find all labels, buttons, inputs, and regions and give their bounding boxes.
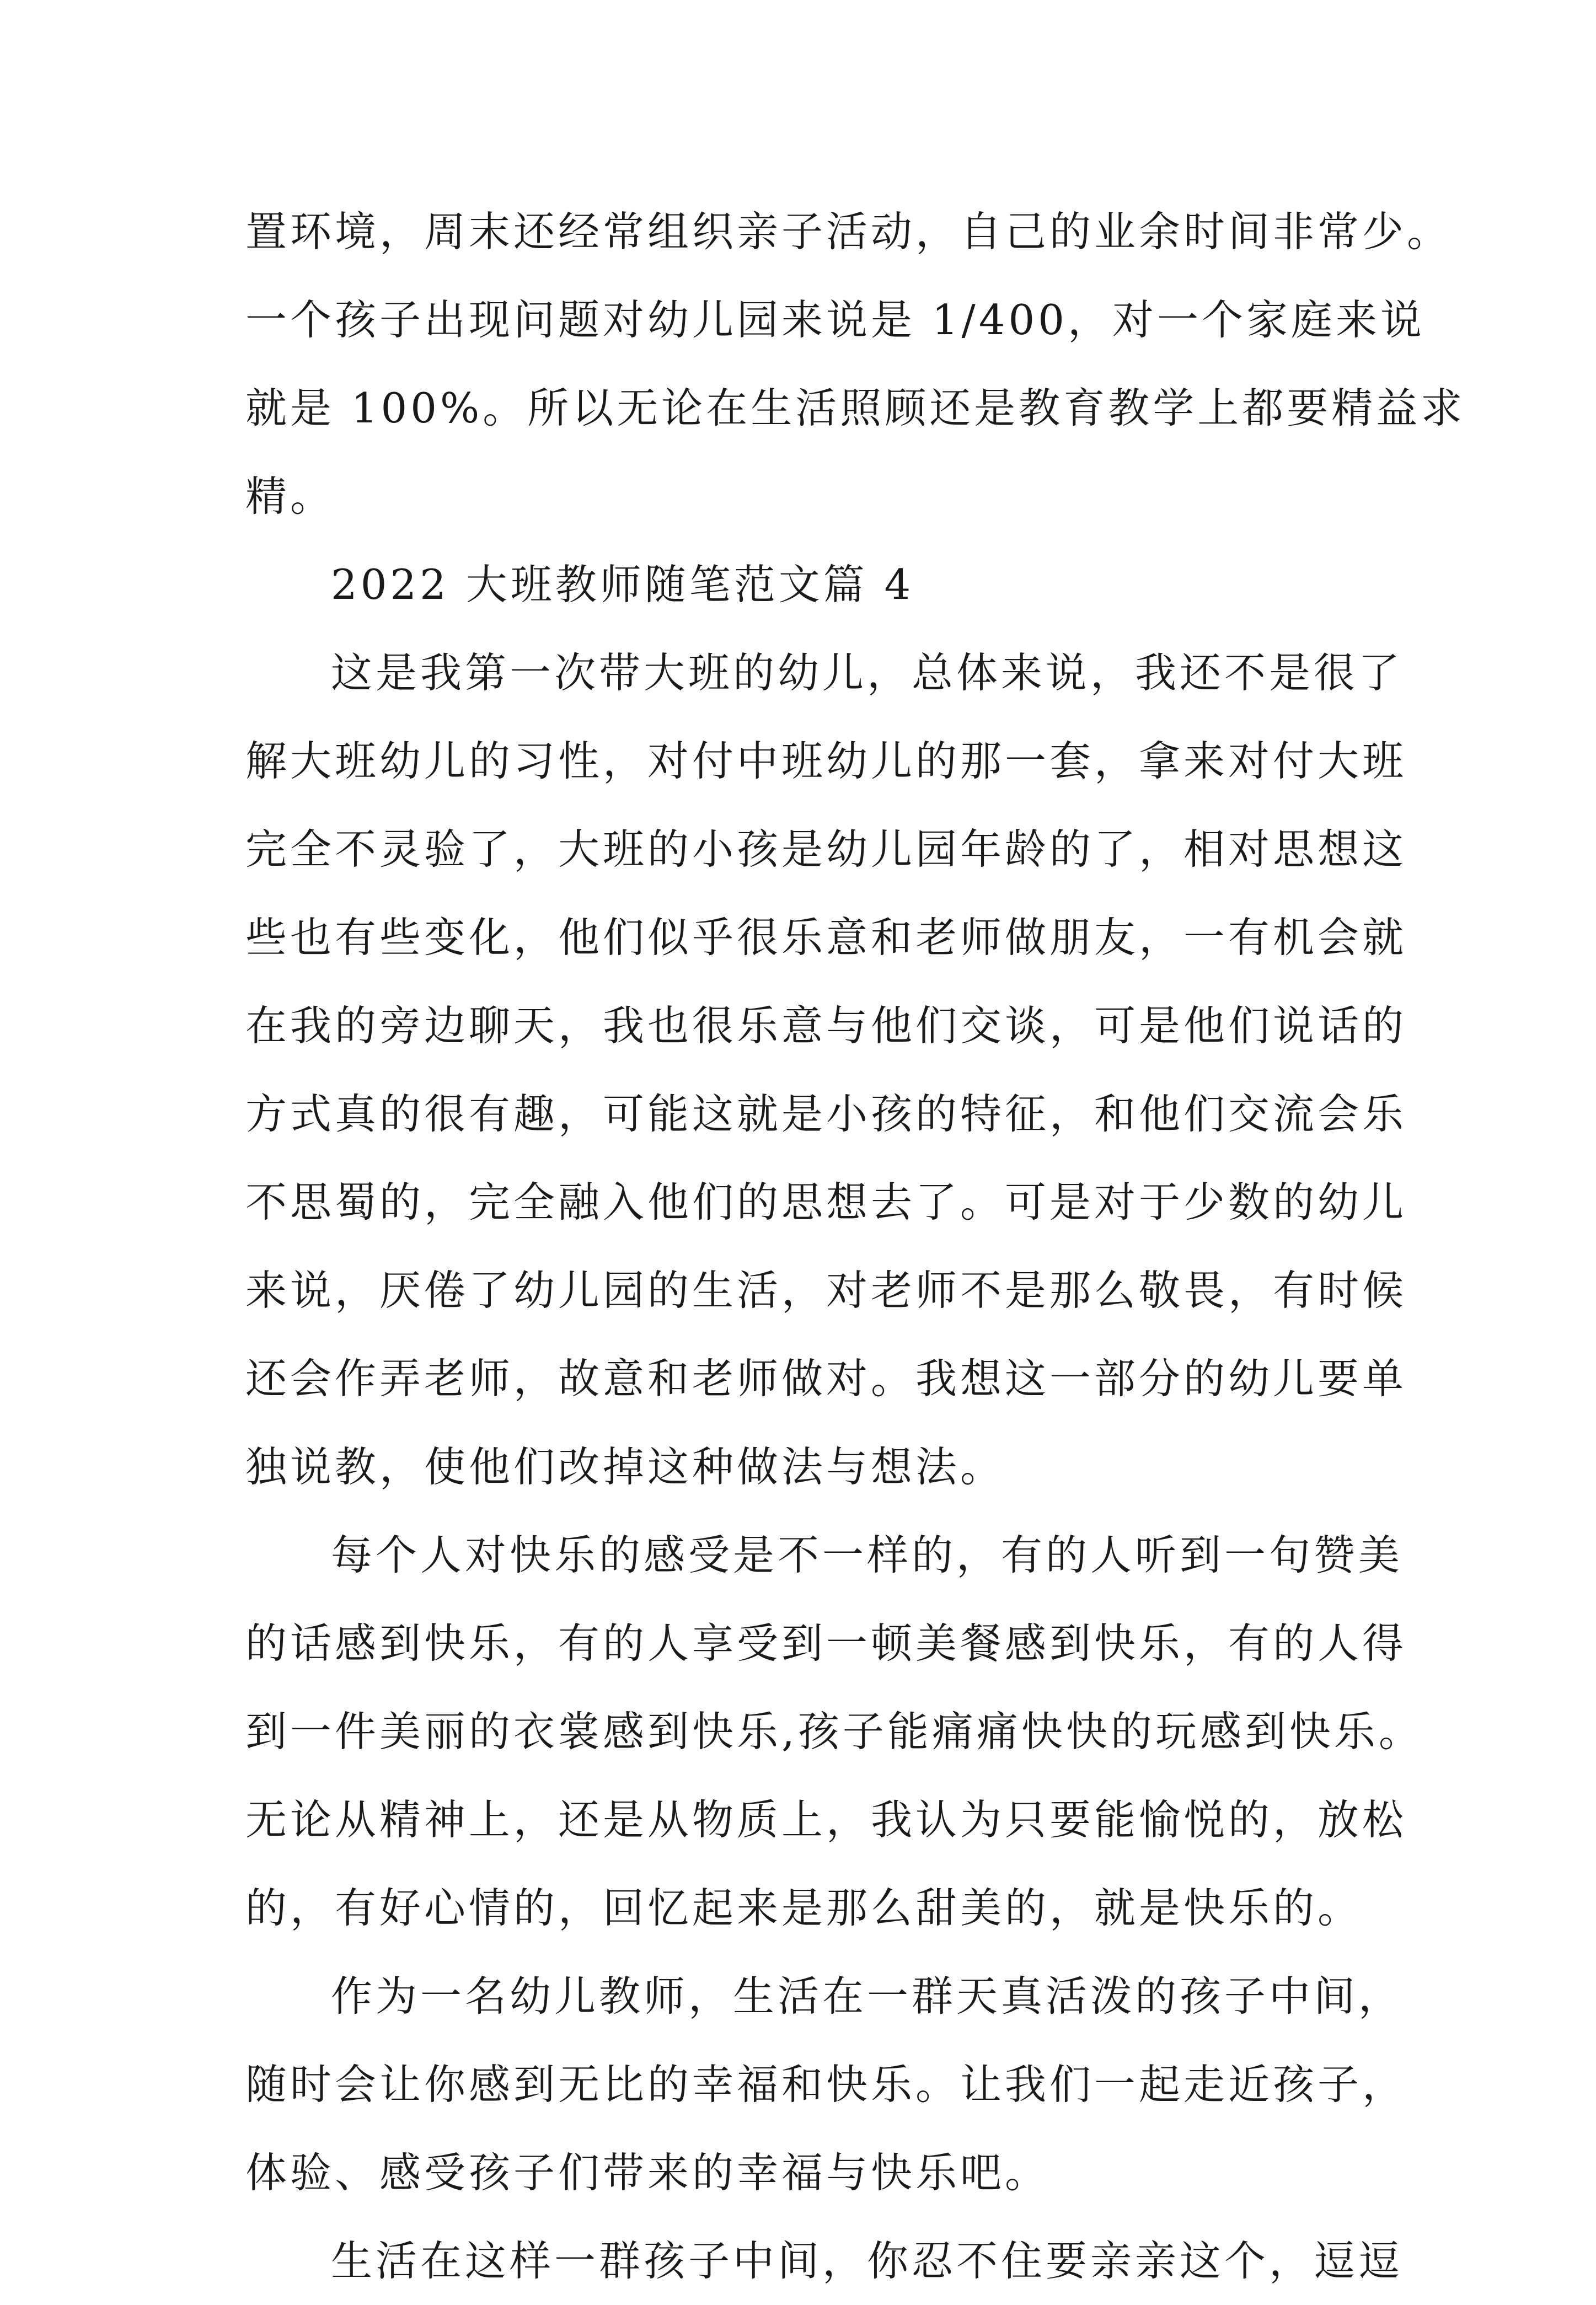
text-line: 到一件美丽的衣裳感到快乐,孩子能痛痛快快的玩感到快乐。 (245, 1707, 1423, 1756)
text-line: 解大班幼儿的习性，对付中班幼儿的那一套，拿来对付大班 (245, 737, 1407, 785)
text-line: 一个孩子出现问题对幼儿园来说是 1/400，对一个家庭来说 (245, 296, 1425, 344)
text-line: 随时会让你感到无比的幸福和快乐。让我们一起走近孩子， (245, 2060, 1407, 2109)
paragraph-start-line: 作为一名幼儿教师，生活在一群天真活泼的孩子中间， (331, 1972, 1404, 2020)
text-line: 不思蜀的，完全融入他们的思想去了。可是对于少数的幼儿 (245, 1178, 1407, 1226)
paragraph-start-line: 这是我第一次带大班的幼儿，总体来说，我还不是很了 (331, 648, 1404, 697)
text-line: 体验、感受孩子们带来的幸福与快乐吧。 (245, 2148, 1050, 2197)
paragraph-start-line: 生活在这样一群孩子中间，你忍不住要亲亲这个，逗逗 (331, 2237, 1404, 2285)
text-line: 就是 100%。所以无论在生活照顾还是教育教学上都要精益求 (245, 384, 1466, 432)
text-line: 置环境，周末还经常组织亲子活动，自己的业余时间非常少。 (245, 207, 1452, 256)
text-line: 完全不灵验了，大班的小孩是幼儿园年龄的了，相对思想这 (245, 825, 1407, 873)
document-body (245, 187, 1466, 2305)
text-line: 还会作弄老师，故意和老师做对。我想这一部分的幼儿要单 (245, 1354, 1407, 1403)
text-line: 方式真的很有趣，可能这就是小孩的特征，和他们交流会乐 (245, 1090, 1407, 1138)
text-line: 的话感到快乐，有的人享受到一顿美餐感到快乐，有的人得 (245, 1619, 1407, 1668)
text-line: 的，有好心情的，回忆起来是那么甜美的，就是快乐的。 (245, 1884, 1363, 1932)
text-line: 些也有些变化，他们似乎很乐意和老师做朋友，一有机会就 (245, 913, 1407, 962)
text-line: 独说教，使他们改掉这种做法与想法。 (245, 1443, 1005, 1491)
text-line: 来说，厌倦了幼儿园的生活，对老师不是那么敬畏，有时候 (245, 1266, 1407, 1315)
section-heading: 2022 大班教师随笔范文篇 4 (331, 560, 914, 609)
paragraph-start-line: 每个人对快乐的感受是不一样的，有的人听到一句赞美 (331, 1531, 1404, 1579)
text-line: 精。 (245, 472, 335, 521)
text-line: 无论从精神上，还是从物质上，我认为只要能愉悦的，放松 (245, 1795, 1407, 1844)
text-line: 在我的旁边聊天，我也很乐意与他们交谈，可是他们说话的 (245, 1001, 1407, 1050)
